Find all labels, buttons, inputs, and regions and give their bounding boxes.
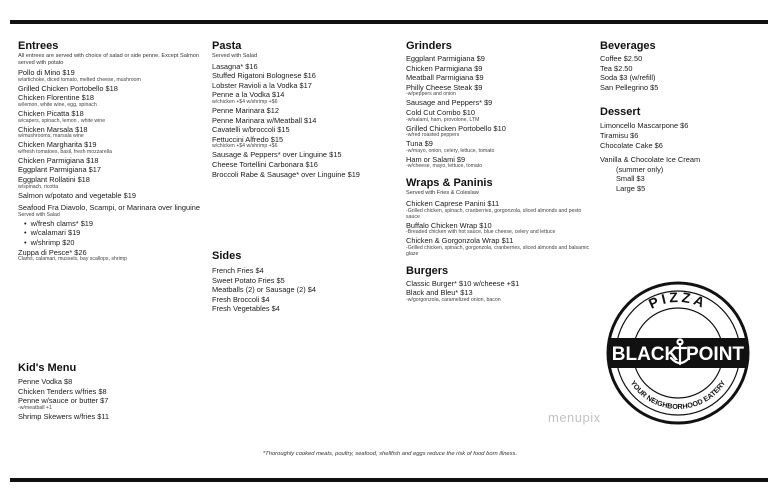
burgers-title: Burgers bbox=[406, 264, 449, 277]
menu-item: Sausage and Peppers* $9 bbox=[406, 98, 493, 108]
menu-item-description: w/fresh tomatoes, basil, fresh mozzarella bbox=[18, 148, 112, 155]
menu-item: Chicken Margharita $19 bbox=[18, 140, 97, 150]
pasta-list bbox=[212, 62, 402, 180]
sides-list bbox=[212, 266, 402, 314]
seafood-item: Seafood Fra Diavolo, Scampi, or Marinara over linguine bbox=[18, 203, 200, 213]
menu-item: Fresh Vegetables $4 bbox=[212, 304, 280, 314]
menu-item: Chicken Marsala $18 bbox=[18, 124, 88, 134]
seafood-sub: Served with Salad bbox=[18, 211, 60, 218]
menu-item-description: w/chicken +$4 w/shrimp +$6 bbox=[212, 143, 278, 150]
seafood-option: • w/shrimp $20 bbox=[18, 238, 203, 248]
menu-item: Chicken Picatta $18 bbox=[18, 108, 84, 118]
menu-item: Classic Burger* $10 w/cheese +$1 bbox=[406, 278, 520, 288]
wraps-title: Wraps & Paninis bbox=[406, 177, 493, 190]
bottom-rule bbox=[10, 478, 768, 482]
menu-item: Penne a la Vodka $14 bbox=[212, 90, 285, 100]
menu-item-description: -w/mayo, onion, celery, lettuce, tomato bbox=[406, 147, 495, 154]
menu-item-description: -w/salami, ham, provolone, LTM bbox=[406, 116, 480, 123]
menu-item: Penne w/sauce or butter $7 bbox=[18, 396, 109, 406]
menu-item: Penne Marinara $12 bbox=[212, 105, 279, 115]
menu-item: Fresh Broccoli $4 bbox=[212, 294, 270, 304]
logo-pizza-text: PIZZA bbox=[646, 288, 710, 312]
menu-item: Chicken Florentine $18 bbox=[18, 93, 95, 103]
menu-item-description: w/capers, spinach, lemon , white wine bbox=[18, 117, 106, 124]
menu-item: Buffalo Chicken Wrap $10 bbox=[406, 220, 492, 230]
menu-item-description: w/artichoke, diced tomato, melted cheese, mushroom bbox=[18, 76, 141, 83]
kids-title: Kid's Menu bbox=[18, 362, 77, 374]
wraps-block bbox=[406, 177, 596, 256]
column-beverages bbox=[600, 40, 770, 194]
zuppa-item: Zuppa di Pesce* $26 bbox=[18, 247, 87, 257]
menu-item: Sausage & Peppers* over Linguine $15 bbox=[212, 150, 342, 160]
menu-item: Meatball Parmigiana $9 bbox=[406, 73, 484, 83]
menu-item: Coffee $2.50 bbox=[600, 54, 643, 63]
menu-item-description: -Breaded chicken with hot sauce, blue cheese, celery and lettuce bbox=[406, 229, 556, 236]
menu-item-description: -w/peppers and onion bbox=[406, 91, 456, 98]
menu-item: Chicken & Gorgonzola Wrap $11 bbox=[406, 236, 514, 246]
grinders-title: Grinders bbox=[406, 40, 452, 52]
menu-item: Chicken Caprese Panini $11 bbox=[406, 198, 500, 208]
icecream-item: Vanilla & Chocolate Ice Cream bbox=[600, 155, 701, 165]
menu-item: Shrimp Skewers w/fries $11 bbox=[18, 411, 110, 421]
menu-item: Salmon w/potato and vegetable $19 bbox=[18, 190, 136, 200]
black-point-pizza-logo bbox=[605, 280, 751, 426]
menu-item: Fettuccini Alfredo $15 bbox=[212, 134, 284, 144]
menu-item: Eggplant Rollatini $18 bbox=[18, 174, 90, 184]
menu-item-description: -Grilled chicken, spinach, gorgonzola, cranberries, sliced almonds and balsamic glaze bbox=[406, 244, 590, 257]
food-safety-footnote: *Thoroughly cooked meats, poultry, seafood, shellfish and eggs reduce the risk of food born illness. bbox=[262, 451, 518, 457]
column-entrees bbox=[18, 40, 203, 421]
menu-item-description: -w/meatball +1 bbox=[18, 404, 52, 411]
menu-item: Cold Cut Combo $10 bbox=[406, 107, 476, 117]
menu-item: Chicken Tenders w/fries $8 bbox=[18, 386, 107, 396]
top-rule bbox=[10, 20, 768, 24]
column-grinders bbox=[406, 40, 596, 304]
menu-item-description: w/lemon, white wine, egg, spinach bbox=[18, 101, 97, 108]
kids-block bbox=[18, 362, 203, 421]
menu-item: Stuffed Rigatoni Bolognese $16 bbox=[212, 71, 316, 81]
menu-item: Sweet Potato Fries $5 bbox=[212, 275, 285, 285]
icecream-size: Small $3 bbox=[616, 174, 645, 184]
menu-item: Grilled Chicken Portobello $10 bbox=[406, 123, 506, 133]
beverages-title: Beverages bbox=[600, 40, 656, 52]
menu-item-description: w/spinach, ricotta bbox=[18, 183, 59, 190]
menu-item: Tiramisu $6 bbox=[600, 130, 639, 140]
menu-item: Lobster Ravioli a la Vodka $17 bbox=[212, 80, 312, 90]
zuppa-sub: Clams, calamari, mussels, bay scallops, shrimp bbox=[18, 256, 127, 263]
entrees-title: Entrees bbox=[18, 40, 59, 52]
menu-item-description: -w/red roasted peppers bbox=[406, 132, 460, 139]
entrees-note: All entrees are served with choice of salad or side penne. Except Salmon served with potato bbox=[18, 53, 199, 66]
seafood-option: • w/fresh clams* $19 bbox=[18, 219, 203, 229]
sides-block bbox=[212, 250, 402, 314]
icecream-size: Large $5 bbox=[616, 183, 646, 193]
menu-item-description: w/mushrooms, marsala wine bbox=[18, 133, 84, 140]
menu-item: Eggplant Parmigiana $17 bbox=[18, 165, 101, 175]
menu-item: French Fries $4 bbox=[212, 266, 264, 275]
menu-item: Philly Cheese Steak $9 bbox=[406, 82, 483, 92]
menu-item: Tuna $9 bbox=[406, 139, 433, 149]
dessert-block bbox=[600, 106, 770, 193]
dessert-list bbox=[600, 121, 770, 150]
sides-title: Sides bbox=[212, 250, 242, 262]
kids-list bbox=[18, 377, 203, 421]
menu-item: Eggplant Parmigiana $9 bbox=[406, 54, 485, 63]
seafood-block bbox=[18, 203, 203, 262]
menu-item: Broccoli Rabe & Sausage* over Linguine $19 bbox=[212, 169, 360, 179]
menu-item: Chocolate Cake $6 bbox=[600, 140, 663, 150]
menu-item: Cheese Tortellini Carbonara $16 bbox=[212, 159, 318, 169]
dessert-title: Dessert bbox=[600, 106, 641, 119]
menu-item-description: w/chicken +$4 w/shrimp +$6 bbox=[212, 98, 278, 105]
menu-item: Black and Bleu* $13 bbox=[406, 288, 473, 298]
menu-item: Chicken Parmigiana $9 bbox=[406, 63, 483, 73]
wraps-note: Served with Fries & Coleslaw bbox=[406, 190, 479, 197]
menu-item: San Pellegrino $5 bbox=[600, 82, 659, 92]
logo-black-text: BLACK bbox=[611, 344, 679, 365]
menu-item: Chicken Parmigiana $18 bbox=[18, 155, 99, 165]
beverages-list bbox=[600, 54, 770, 92]
menu-item: Tea $2.50 bbox=[600, 63, 633, 73]
logo-tagline: YOUR NEIGHBORHOOD EATERY bbox=[628, 378, 728, 412]
menu-item: Soda $3 (w/refill) bbox=[600, 73, 656, 83]
pasta-note: Served with Salad bbox=[212, 53, 258, 59]
menu-item: Grilled Chicken Portobello $18 bbox=[18, 83, 118, 93]
menu-item: Cavatelli w/broccoli $15 bbox=[212, 125, 290, 135]
menu-item: Lasagna* $16 bbox=[212, 61, 258, 71]
menu-item-description: -w/gorgonzola, caramelized onion, bacon bbox=[406, 296, 501, 303]
menu-item: Meatballs (2) or Sausage (2) $4 bbox=[212, 285, 316, 295]
menu-item-description: -w/cheese, mayo, lettuce, tomato bbox=[406, 163, 483, 170]
menu-item-description: -Grilled chicken, spinach, cranberries, gorgonzola, sliced almonds and pesto sauce bbox=[406, 207, 582, 220]
grinders-list bbox=[406, 54, 596, 169]
logo-point-text: POINT bbox=[685, 344, 745, 365]
menu-item: Penne Marinara w/Meatball $14 bbox=[212, 115, 317, 125]
burgers-list bbox=[406, 279, 596, 303]
icecream-note: (summer only) bbox=[616, 164, 664, 174]
pasta-title: Pasta bbox=[212, 40, 242, 52]
column-pasta bbox=[212, 40, 402, 314]
menu-item: Ham or Salami $9 bbox=[406, 154, 466, 164]
menu-item: Pollo di Mino $19 bbox=[18, 68, 75, 78]
menu-item: Limoncello Mascarpone $6 bbox=[600, 121, 689, 131]
menupix-watermark: menupix bbox=[548, 410, 601, 425]
entrees-list bbox=[18, 68, 203, 200]
seafood-option: • w/calamari $19 bbox=[18, 228, 203, 238]
wraps-list bbox=[406, 199, 596, 257]
menu-item: Penne Vodka $8 bbox=[18, 377, 73, 386]
burgers-block bbox=[406, 265, 596, 303]
